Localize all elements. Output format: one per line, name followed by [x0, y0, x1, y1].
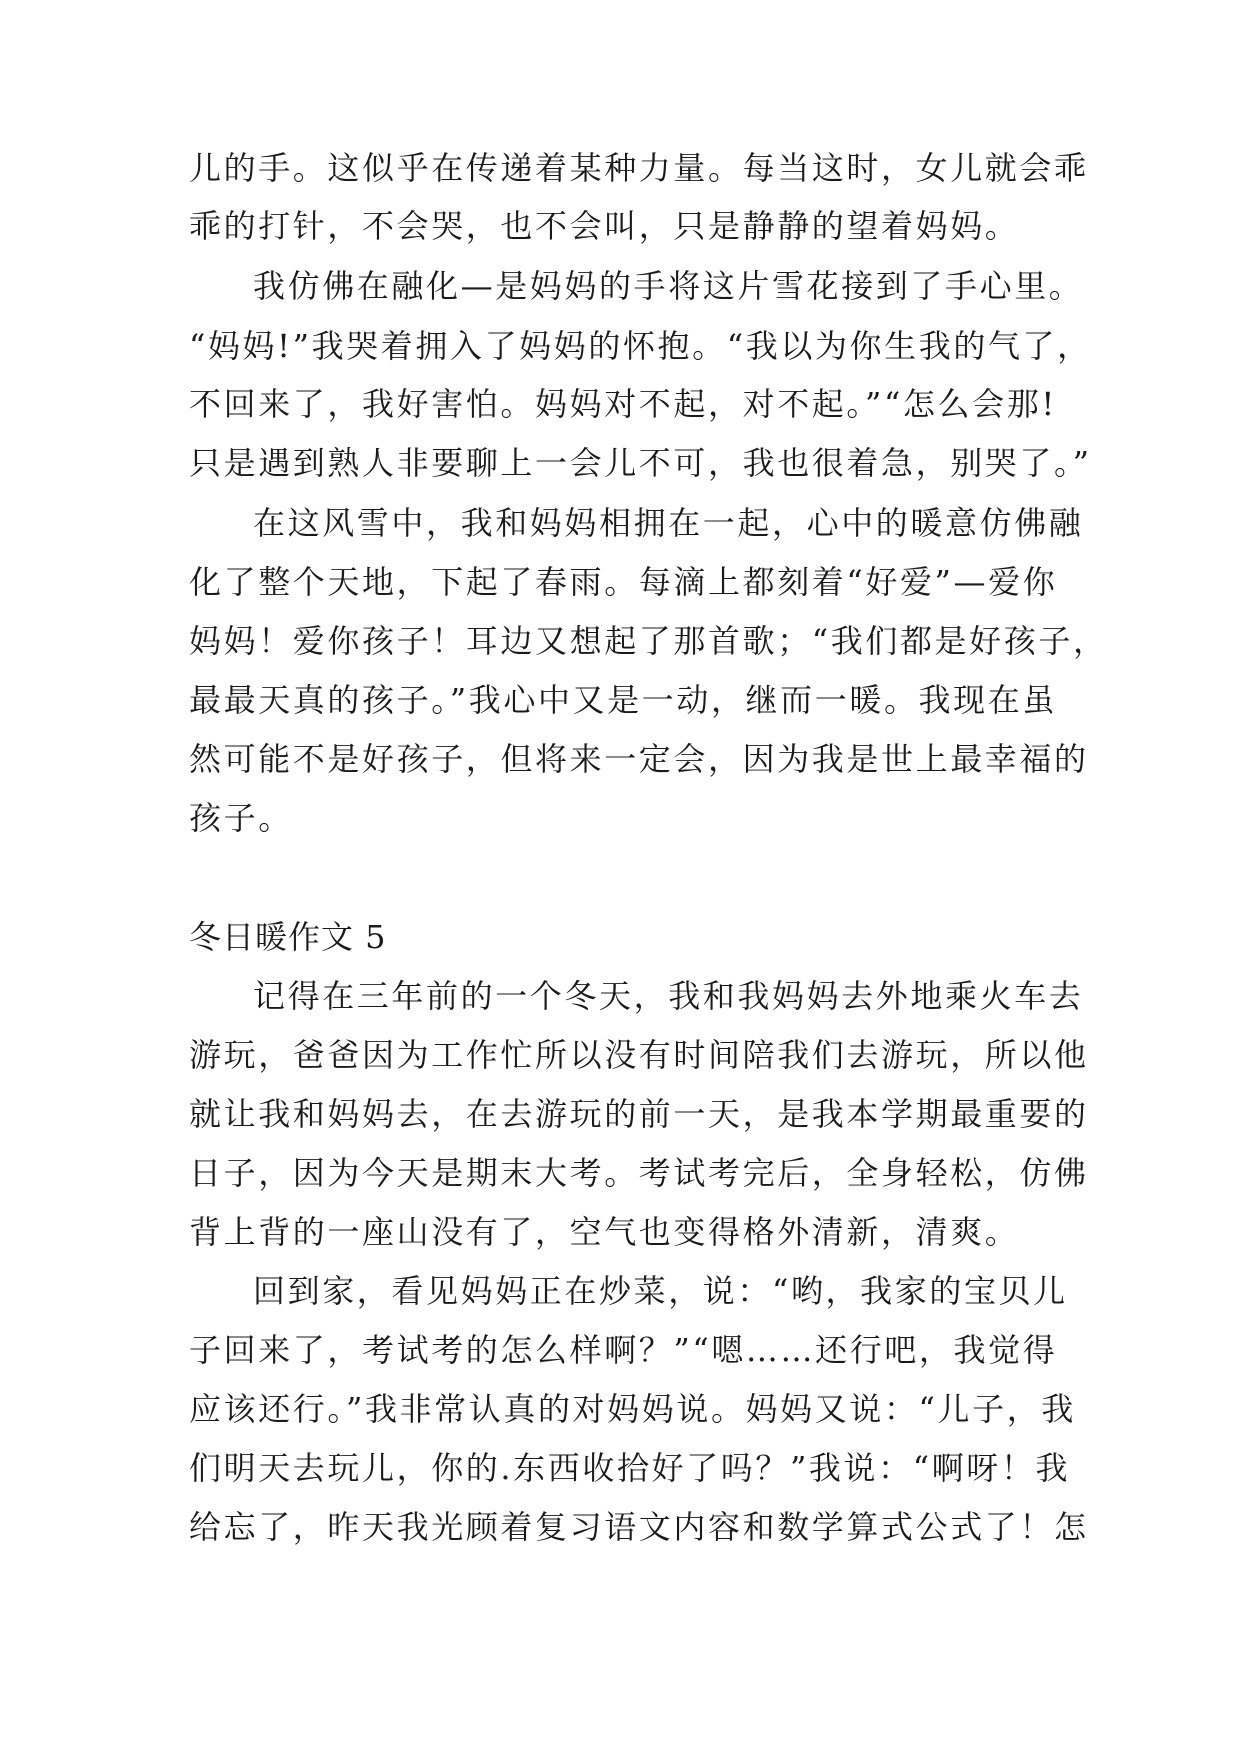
paragraph-start-line: 我仿佛在融化—是妈妈的手将这片雪花接到了手心里。 — [253, 267, 1084, 305]
text-line: 不回来了，我好害怕。妈妈对不起，对不起。”“怎么会那! — [189, 385, 1057, 423]
text-line: 就让我和妈妈去，在去游玩的前一天，是我本学期最重要的 — [189, 1095, 1089, 1133]
text-line: 子回来了，考试考的怎么样啊？”“嗯……还行吧，我觉得 — [189, 1331, 1058, 1369]
text-line: 应该还行。”我非常认真的对妈妈说。妈妈又说：“儿子，我 — [189, 1390, 1076, 1428]
paragraph-start-line: 记得在三年前的一个冬天，我和我妈妈去外地乘火车去 — [253, 977, 1084, 1015]
text-line: 给忘了，昨天我光顾着复习语文内容和数学算式公式了！怎 — [189, 1508, 1089, 1546]
text-line: 们明天去玩儿，你的.东西收拾好了吗？”我说：“啊呀！我 — [189, 1449, 1071, 1487]
text-line: 最最天真的孩子。”我心中又是一动，继而一暖。我现在虽 — [189, 681, 1057, 719]
text-line: 日子，因为今天是期末大考。考试考完后，全身轻松，仿佛 — [189, 1154, 1089, 1192]
text-line: 背上背的一座山没有了，空气也变得格外清新，清爽。 — [189, 1213, 1020, 1251]
paragraph-start-line: 在这风雪中，我和妈妈相拥在一起，心中的暖意仿佛融 — [253, 504, 1084, 542]
text-line: 儿的手。这似乎在传递着某种力量。每当这时，女儿就会乖 — [189, 149, 1089, 187]
text-line: “妈妈!”我哭着拥入了妈妈的怀抱。“我以为你生我的气了， — [189, 327, 1092, 365]
paragraph-start-line: 回到家，看见妈妈正在炒菜，说：“哟，我家的宝贝儿 — [253, 1272, 1068, 1310]
text-line: 只是遇到熟人非要聊上一会儿不可，我也很着急，别哭了。” — [189, 444, 1092, 482]
text-line: 孩子。 — [189, 799, 293, 837]
section-title: 冬日暖作文 5 — [189, 918, 387, 956]
text-line: 游玩，爸爸因为工作忙所以没有时间陪我们去游玩，所以他 — [189, 1036, 1089, 1074]
text-line: 化了整个天地，下起了春雨。每滴上都刻着“好爱”—爱你 — [189, 563, 1058, 601]
text-line: 妈妈！爱你孩子！耳边又想起了那首歌；“我们都是好孩子， — [189, 622, 1108, 660]
text-line: 乖的打针，不会哭，也不会叫，只是静静的望着妈妈。 — [189, 207, 1020, 245]
text-line: 然可能不是好孩子，但将来一定会，因为我是世上最幸福的 — [189, 740, 1089, 778]
